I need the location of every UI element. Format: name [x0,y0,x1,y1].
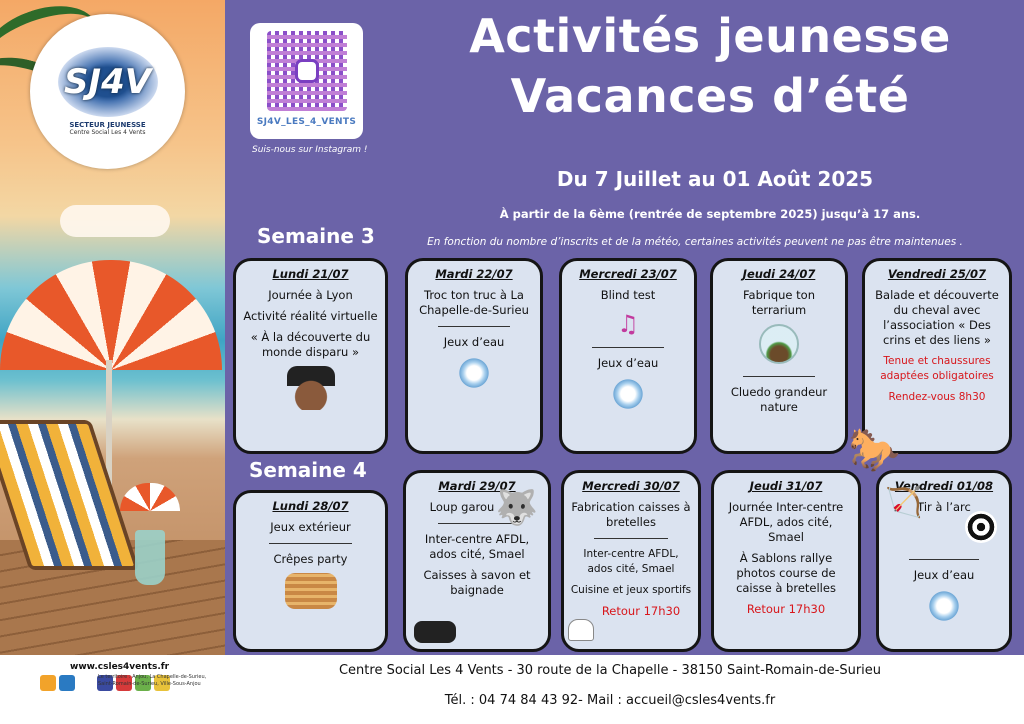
return-time: Retour 17h30 [746,602,826,616]
cloud [60,205,170,237]
day-title: Lundi 21/07 [272,267,349,281]
water-splash-icon [927,589,961,623]
main-panel [225,0,1024,655]
week-4-label: Semaine 4 [249,458,367,482]
day-card-mardi-29 [403,470,551,652]
divider [438,326,510,327]
activity: Fabrication caisses à bretelles [571,500,691,529]
logo-flower-icon [58,47,158,117]
pancake-stack-icon [285,573,337,609]
day-card-mercredi-23 [559,258,697,454]
partner-logo-icon [40,675,56,691]
activity: Journée à Lyon [268,288,353,302]
day-card-jeudi-31 [711,470,861,652]
activity: Tir à l’arc [917,500,971,514]
divider [269,543,351,544]
day-card-vendredi-01 [876,470,1012,652]
day-title: Vendredi 25/07 [887,267,987,281]
activity: Loup garou [429,500,495,514]
instagram-icon [295,59,319,83]
qr-code[interactable] [267,31,347,111]
activity: Jeux d’eau [443,335,505,349]
day-title: Jeudi 31/07 [749,479,823,493]
chef-hat-icon [568,619,594,641]
logo-subtitle: SECTEUR JEUNESSE [69,121,146,129]
target-icon [965,511,997,543]
warning-note: Tenue et chaussures adaptées obligatoires [880,355,994,382]
title-line-1: Activités jeunesse [469,9,951,63]
instagram-handle: SJ4V_LES_4_VENTS [256,117,357,127]
activity: Troc ton truc à La Chapelle-de-Surieu [419,288,529,317]
contact-info[interactable]: Tél. : 04 74 84 43 92- Mail : accueil@csles4vents.fr [444,693,776,708]
return-time: Retour 17h30 [601,604,681,618]
cocktail-umbrella [120,483,180,511]
activity: Fabrique ton terrarium [743,288,815,317]
divider [909,559,980,560]
beach-illustration [0,0,225,655]
day-card-lundi-21 [233,258,388,454]
activity: Journée Inter-centre AFDL, ados cité, Smael [728,500,844,544]
day-title: Mercredi 23/07 [579,267,677,281]
beach-umbrella [0,260,222,370]
activity: « À la découverte du monde disparu » [250,330,371,359]
water-splash-icon [611,377,645,411]
day-title: Lundi 28/07 [272,499,349,513]
activity: Jeux extérieur [270,520,351,534]
cocktail-glass [135,530,165,585]
footer [0,655,1024,724]
horse-icon: 🐎 [848,425,901,474]
territory-note: Le territoire : Anjou, La Chapelle-de-Surieu, Saint-Romain-de-Surieu, Ville-Sous-Anjou [98,674,207,687]
activity: À Sablons rallye photos course de caisse à bretelles [736,551,836,595]
day-title: Mercredi 30/07 [582,479,680,493]
day-title: Mardi 22/07 [435,267,513,281]
music-notes-icon: ♫ [617,310,639,338]
day-card-mercredi-30 [561,470,701,652]
activity: Cluedo grandeur nature [730,385,828,414]
week-3-label: Semaine 3 [257,224,375,248]
instagram-qr-card[interactable] [250,23,363,139]
partner-logo-icon [59,675,75,691]
activity: Cuisine et jeux sportifs [570,584,692,596]
activity: Inter-centre AFDL, ados cité, Smael [583,548,679,575]
activity: Jeux d’eau [597,356,659,370]
activity: Activité réalité virtuelle [243,309,378,323]
werewolf-icon: 🐺 [495,488,538,528]
day-card-mardi-22 [405,258,543,454]
activity: Jeux d’eau [913,568,975,582]
partner-logo-icon [78,675,94,691]
age-range: À partir de la 6ème (rentrée de septembre 2025) jusqu’à 17 ans. [499,207,921,221]
divider [592,347,664,348]
page-title [450,6,970,126]
activity: Blind test [600,288,656,302]
go-kart-icon [414,621,456,643]
activity: Inter-centre AFDL, ados cité, Smael [424,532,530,561]
divider [594,538,667,539]
water-splash-icon [457,356,491,390]
archer-icon: 🏹 [885,485,923,520]
terrarium-icon [759,324,799,364]
logo-subtitle-2: Centre Social Les 4 Vents [69,129,146,136]
logo-mark: SJ4V [63,62,152,102]
day-card-jeudi-24 [710,258,848,454]
title-line-2: Vacances d’été [510,69,910,123]
address: Centre Social Les 4 Vents - 30 route de la Chapelle - 38150 Saint-Romain-de-Surieu [338,663,882,678]
activity: Balade et découverte du cheval avec l’association « Des crins et des liens » [875,288,999,347]
disclaimer-note: En fonction du nombre d’inscrits et de la météo, certaines activités peuvent ne pas être maintenues . [427,236,963,248]
day-card-lundi-28 [233,490,388,652]
instagram-note: Suis-nous sur Instagram ! [252,145,368,155]
day-title: Vendredi 01/08 [894,479,994,493]
website-link[interactable]: www.csles4vents.fr [70,662,170,672]
vr-headset-icon [287,366,335,410]
date-range: Du 7 Juillet au 01 Août 2025 [556,167,874,191]
day-title: Mardi 29/07 [438,479,516,493]
divider [743,376,815,377]
activity: Caisses à savon et baignade [423,568,531,597]
sj4v-logo [30,14,185,169]
activity: Crêpes party [273,552,348,566]
day-title: Jeudi 24/07 [742,267,816,281]
meeting-time: Rendez-vous 8h30 [888,391,986,403]
